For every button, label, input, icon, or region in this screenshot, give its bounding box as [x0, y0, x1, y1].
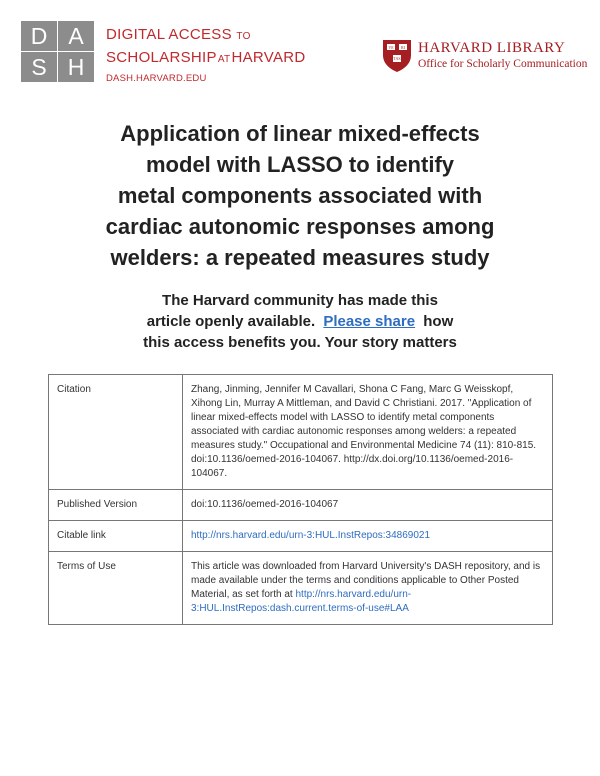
citation-value: Zhang, Jinming, Jennifer M Cavallari, Shona C Fang, Marc G Weisskopf, Xihong Lin, Murray A Mittleman, and David C Christiani. 2017. "Application of linear mixed-effects model with LASSO to identify metal components associated with cardiac autonomic responses among welders: a repeated measures study." Occupational and Environmental Medicine 74 (11): 810-815. doi:10.1136/oemed-2016-104067. http://dx.doi.org/10.1136/oemed-2016-104067.	[183, 375, 553, 490]
dash-line-2-text: SCHOLARSHIP	[106, 49, 217, 66]
dash-wordmark	[106, 24, 306, 88]
dash-url[interactable]: DASH.HARVARD.EDU	[106, 73, 207, 84]
shield-text-3: TAS	[393, 56, 401, 61]
table-row-citable-link	[49, 521, 553, 552]
dash-line-2-end: HARVARD	[231, 49, 306, 66]
share-line-1: The Harvard community has made this	[162, 292, 438, 309]
dash-logo-letter-a: A	[68, 23, 84, 49]
terms-of-use-text: This article was downloaded from Harvard University's DASH repository, and is made available under the terms and conditions applicable to Other Posted Material, as set forth at	[191, 561, 541, 600]
title-line: Application of linear mixed-effects	[120, 121, 480, 146]
library-subtitle: Office for Scholarly Communication	[418, 58, 588, 70]
dash-line-1-text: DIGITAL ACCESS	[106, 26, 232, 43]
library-name: HARVARD LIBRARY	[418, 40, 566, 56]
citable-link-label: Citable link	[49, 521, 183, 552]
title-line: model with LASSO to identify	[146, 152, 454, 177]
please-share-link[interactable]: Please share	[323, 313, 416, 330]
shield-text-1: VE	[388, 45, 394, 50]
dash-logo	[21, 21, 94, 82]
title-line: welders: a repeated measures study	[110, 245, 490, 270]
table-row-published-version	[49, 490, 553, 521]
metadata-table	[48, 374, 553, 625]
citation-label: Citation	[49, 375, 183, 490]
title-line: cardiac autonomic responses among	[105, 214, 495, 239]
shield-text-2: RI	[401, 45, 405, 50]
harvard-library-wordmark	[418, 39, 587, 72]
dash-line-1-small: TO	[236, 31, 251, 42]
terms-of-use-label: Terms of Use	[49, 552, 183, 625]
dash-logo-letter-d: D	[30, 23, 48, 49]
harvard-shield-icon	[382, 39, 412, 78]
dash-logo-letter-s: S	[31, 54, 47, 80]
published-version-value: doi:10.1136/oemed-2016-104067	[183, 490, 553, 521]
logo-divider-horizontal	[21, 51, 94, 52]
table-row-citation	[49, 375, 553, 490]
title-line: metal components associated with	[117, 183, 483, 208]
dash-line-2-small: AT	[217, 54, 231, 65]
dash-line-2	[106, 47, 306, 70]
dash-line-1	[106, 24, 306, 47]
dash-logo-letter-h: H	[67, 54, 85, 80]
article-title	[40, 118, 560, 273]
table-row-terms-of-use	[49, 552, 553, 625]
published-version-label: Published Version	[49, 490, 183, 521]
share-line-2	[80, 311, 520, 332]
share-line-2-before: article openly available.	[146, 313, 316, 330]
share-line-3: this access benefits you. Your story matters	[143, 334, 457, 351]
citable-link-cell	[183, 521, 553, 552]
terms-of-use-link[interactable]: http://nrs.harvard.edu/urn-3:HUL.InstRepos:dash.current.terms-of-use#LAA	[191, 589, 412, 614]
share-message	[80, 290, 520, 353]
share-line-2-after: how	[423, 313, 454, 330]
citable-link[interactable]: http://nrs.harvard.edu/urn-3:HUL.InstRepos:34869021	[191, 530, 431, 541]
terms-of-use-cell	[183, 552, 553, 625]
